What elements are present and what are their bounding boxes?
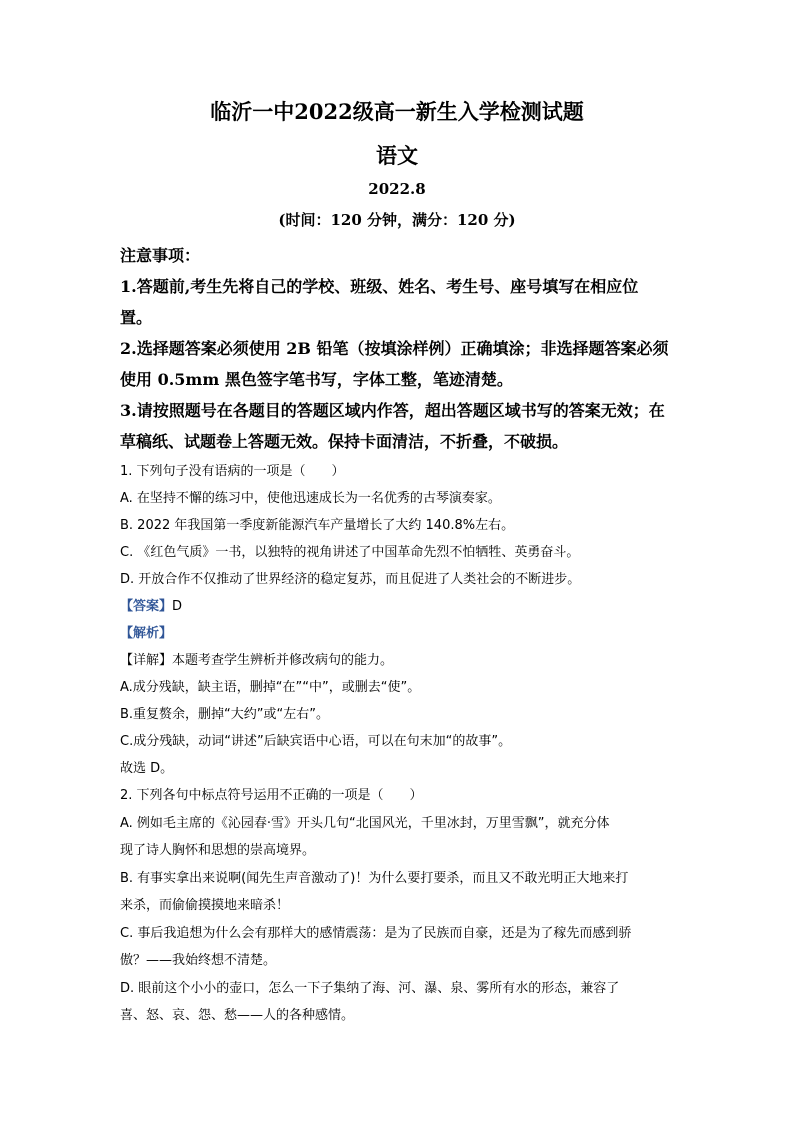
explanation-line: A.成分残缺，缺主语，删掉“在”“中”，或删去“使”。: [120, 680, 421, 695]
question-1-stem: 1. 下列句子没有语病的一项是（ ）: [120, 464, 345, 479]
question-2-option-b: B. 有事实拿出来说啊(闻先生声音激动了)！为什么要打要杀，而且又不敢光明正大地来打: [120, 871, 629, 886]
exam-title: 临沂一中2022级高一新生入学检测试题: [210, 99, 584, 124]
detail-line: [120, 649, 393, 668]
time-score-info: (时间：120 分钟，满分：120 分): [278, 211, 516, 229]
answer-value: D: [172, 599, 183, 614]
exam-date: 2022.8: [368, 180, 426, 198]
question-1-option-b: B. 2022 年我国第一季度新能源汽车产量增长了大约 140.8%左右。: [120, 518, 515, 533]
explanation-line: 故选 D。: [120, 761, 174, 776]
question-1-option-c: C. 《红色气质》一书，以独特的视角讲述了中国革命先烈不怕牺牲、英勇奋斗。: [120, 545, 580, 560]
detail-tag: 【详解】: [120, 653, 173, 668]
notice-line: 使用 0.5mm 黑色签字笔书写，字体工整，笔迹清楚。: [120, 370, 513, 389]
subject-title: 语文: [376, 143, 418, 168]
question-2-option-a: A. 例如毛主席的《沁园春·雪》开头几句“北国风光，千里冰封，万里雪飘”，就充分体: [120, 816, 610, 831]
notice-line: 1.答题前,考生先将自己的学校、班级、姓名、考生号、座号填写在相应位: [120, 277, 639, 296]
question-2-option-c: C. 事后我追想为什么会有那样大的感情震荡：是为了民族而自豪，还是为了稼先而感到骄: [120, 926, 632, 941]
question-1-option-d: D. 开放合作不仅推动了世界经济的稳定复苏，而且促进了人类社会的不断进步。: [120, 572, 581, 587]
question-2-option-a-cont: 现了诗人胸怀和思想的崇高境界。: [120, 843, 316, 858]
answer-tag: 【答案】: [120, 599, 173, 614]
detail-text: 本题考查学生辨析并修改病句的能力。: [172, 653, 394, 668]
analysis-tag: 【解析】: [120, 626, 173, 641]
notice-heading: 注意事项：: [120, 246, 201, 265]
answer-line: [120, 595, 182, 614]
question-2-option-c-cont: 傲？——我始终想不清楚。: [120, 953, 277, 968]
explanation-line: C.成分残缺，动词“讲述”后缺宾语中心语，可以在句末加“的故事”。: [120, 734, 512, 749]
question-2-option-d-cont: 喜、怒、哀、怨、愁——人的各种感情。: [120, 1008, 355, 1023]
analysis-line: [120, 622, 172, 641]
explanation-line: B.重复赘余，删掉“大约”或“左右”。: [120, 707, 329, 722]
notice-line: 3.请按照题号在各题目的答题区域内作答，超出答题区域书写的答案无效；在: [120, 401, 665, 420]
question-1-option-a: A. 在坚持不懈的练习中，使他迅速成长为一名优秀的古琴演奏家。: [120, 491, 501, 506]
notice-line: 草稿纸、试题卷上答题无效。保持卡面清洁，不折叠，不破损。: [120, 432, 569, 451]
question-2-option-d: D. 眼前这个小小的壶口，怎么一下子集纳了海、河、瀑、泉、雾所有水的形态，兼容了: [120, 981, 620, 996]
notice-line: 2.选择题答案必须使用 2B 铅笔（按填涂样例）正确填涂；非选择题答案必须: [120, 339, 669, 358]
notice-line: 置。: [120, 308, 153, 327]
question-2-option-b-cont: 来杀，而偷偷摸摸地来暗杀！: [120, 898, 290, 913]
question-2-stem: 2. 下列各句中标点符号运用不正确的一项是（ ）: [120, 788, 423, 803]
